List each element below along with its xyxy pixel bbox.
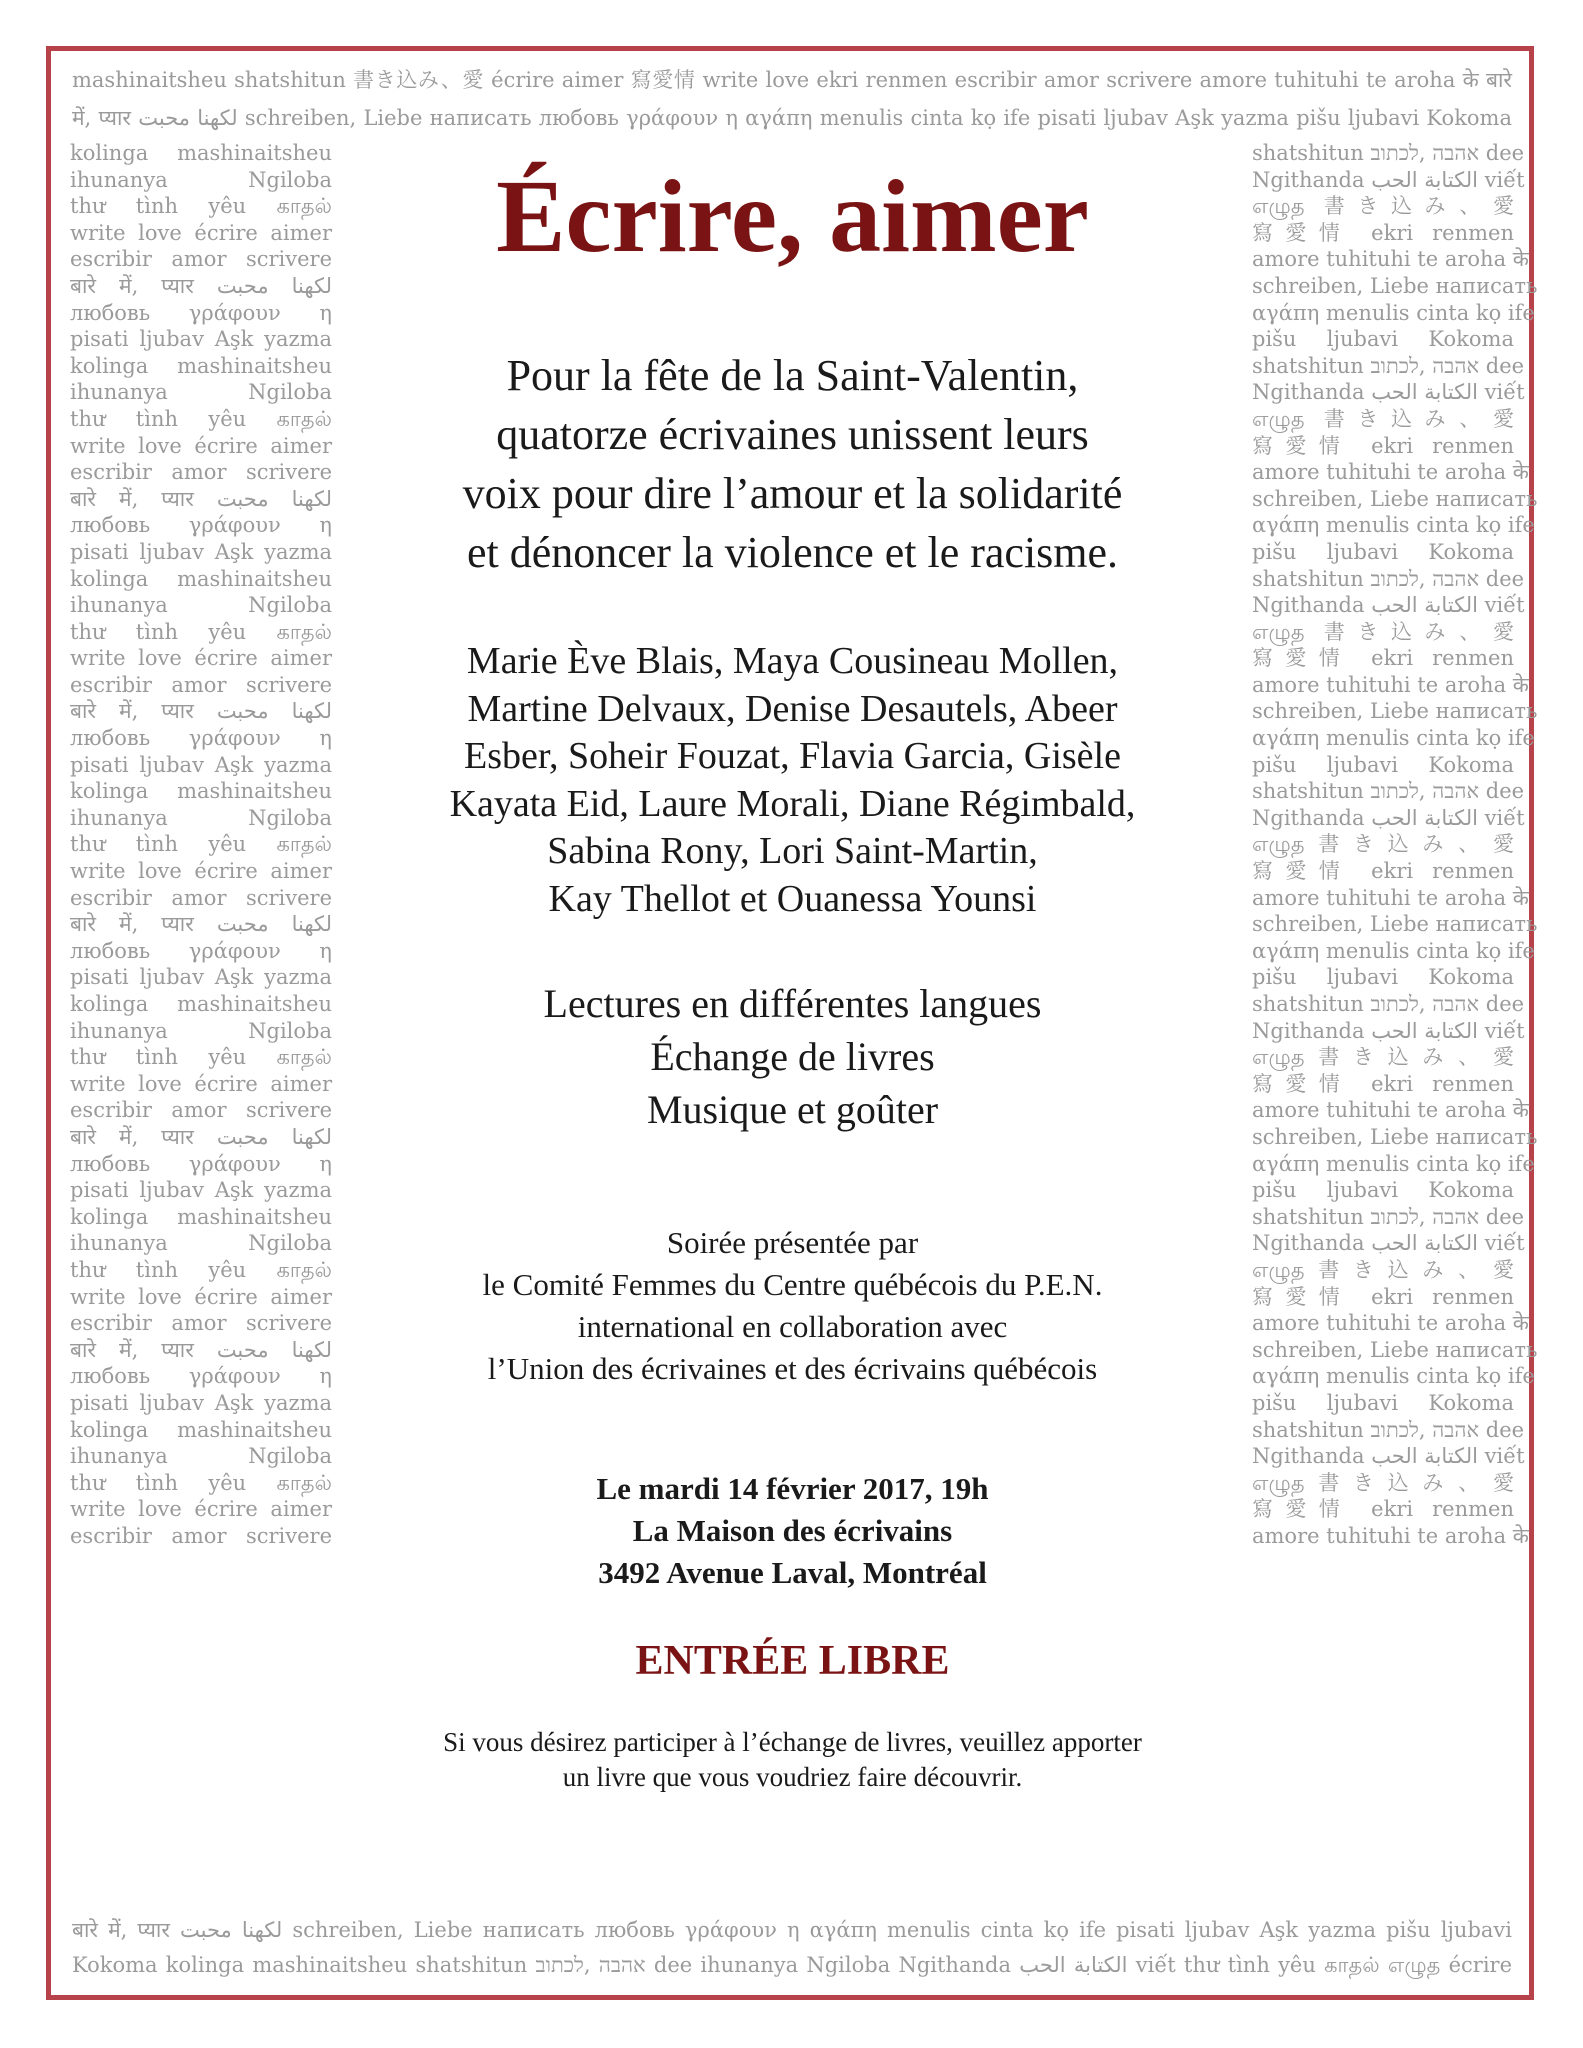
background-text-top-line-2: में, प्यार لكهنا محبت schreiben, Liebe написать любовь γράφουν η αγάπη menulis cinta kọ ife pisati ljubav Aşk yazma pišu ljubavi Kokoma bbox=[72, 106, 1512, 130]
presented-line: le Comité Femmes du Centre québécois du P.E.N. bbox=[482, 1267, 1103, 1303]
background-text-right-line: amore tuhituhi te aroha के bbox=[1252, 1098, 1529, 1123]
background-text-left-line: ihunanya Ngiloba bbox=[70, 1231, 332, 1256]
background-text-left-line: बारे में, प्यार لكهنا محبت bbox=[70, 912, 332, 937]
background-text-left-line: write love écrire aimer bbox=[70, 1284, 332, 1309]
background-text-left-line: write love écrire aimer bbox=[70, 220, 332, 245]
event-details bbox=[370, 1468, 1215, 1594]
background-text-right-line: amore tuhituhi te aroha के bbox=[1252, 672, 1529, 697]
background-text-right-line: Ngithanda الكتابة الحب viết bbox=[1252, 1444, 1525, 1469]
background-text-right-line: 寫愛情 ekri renmen bbox=[1252, 1497, 1514, 1522]
background-text-left-line: thư tình yêu காதல் bbox=[70, 406, 332, 431]
intro-line: voix pour dire l’amour et la solidarité bbox=[462, 469, 1123, 519]
background-text-left-line: ihunanya Ngiloba bbox=[70, 593, 332, 618]
activity-item: Lectures en différentes langues bbox=[543, 981, 1042, 1027]
background-text-right-line: pišu ljubavi Kokoma bbox=[1252, 752, 1514, 777]
authors-list bbox=[370, 638, 1215, 923]
book-exchange-note bbox=[370, 1725, 1215, 1795]
background-text-left-line: ihunanya Ngiloba bbox=[70, 805, 332, 830]
background-text-left-line: ihunanya Ngiloba bbox=[70, 1018, 332, 1043]
background-text-right-line: αγάπη menulis cinta kọ ife bbox=[1252, 513, 1535, 538]
background-text-right-line: αγάπη menulis cinta kọ ife bbox=[1252, 938, 1535, 963]
background-text-right-line: αγάπη menulis cinta kọ ife bbox=[1252, 300, 1535, 325]
background-text-left-line: thư tình yêu காதல் bbox=[70, 1045, 332, 1070]
background-text-top-line-1: mashinaitsheu shatshitun 書き込み、愛 écrire aimer 寫愛情 write love ekri renmen escribir amor scrivere amore tuhituhi te aroha के बारे bbox=[72, 68, 1512, 92]
background-text-right-line: 寫愛情 ekri renmen bbox=[1252, 433, 1514, 458]
background-text-left-line: thư tình yêu காதல் bbox=[70, 1257, 332, 1282]
background-text-right-line: எழுத書き込み、愛 bbox=[1252, 832, 1514, 857]
background-text-right-line: 寫愛情 ekri renmen bbox=[1252, 220, 1514, 245]
background-text-right-line: Ngithanda الكتابة الحب viết bbox=[1252, 593, 1525, 618]
authors-line: Kay Thellot et Ouanessa Younsi bbox=[548, 877, 1037, 920]
activity-item: Échange de livres bbox=[650, 1034, 935, 1080]
note-line: un livre que vous voudriez faire découvrir. bbox=[562, 1761, 1023, 1792]
background-text-right-line: எழுத 書き込み、愛 bbox=[1252, 619, 1514, 644]
background-text-left-line: बारे में, प्यार لكهنا محبت bbox=[70, 699, 332, 724]
background-text-right-line: αγάπη menulis cinta kọ ife bbox=[1252, 1151, 1535, 1176]
background-text-right-line: pišu ljubavi Kokoma bbox=[1252, 965, 1514, 990]
background-text-right-line: pišu ljubavi Kokoma bbox=[1252, 1390, 1514, 1415]
activities-list bbox=[370, 977, 1215, 1136]
intro-line: Pour la fête de la Saint-Valentin, bbox=[506, 351, 1079, 401]
background-text-right-line: shatshitun אהבה ,לכתוב dee bbox=[1252, 566, 1525, 591]
presented-line: international en collaboration avec bbox=[577, 1309, 1008, 1345]
background-text-left-line: pisati ljubav Aşk yazma bbox=[70, 965, 332, 990]
background-text-right-line: Ngithanda الكتابة الحب viết bbox=[1252, 1231, 1525, 1256]
background-text-left-line: escribir amor scrivere bbox=[70, 1523, 332, 1548]
background-text-left-line: любовь γράφουν η bbox=[70, 1364, 332, 1389]
background-text-right-line: schreiben, Liebe написать bbox=[1252, 1124, 1538, 1149]
background-text-right-line: shatshitun אהבה ,לכתוב dee bbox=[1252, 992, 1525, 1016]
authors-line: Esber, Soheir Fouzat, Flavia Garcia, Gisèle bbox=[464, 735, 1121, 778]
background-text-right-line: Ngithanda الكتابة الحب viết bbox=[1252, 167, 1525, 192]
background-text-right-line: 寫愛情 ekri renmen bbox=[1252, 646, 1514, 671]
background-text-left-line: escribir amor scrivere bbox=[70, 885, 332, 910]
entry-free-label: ENTRÉE LIBRE bbox=[635, 1638, 950, 1685]
background-text-right-line: 寫愛情 ekri renmen bbox=[1252, 859, 1514, 884]
background-text-right-line: schreiben, Liebe написать bbox=[1252, 699, 1538, 724]
background-text-right-line: shatshitun אהבה ,לכתוב dee bbox=[1252, 1204, 1525, 1229]
background-text-right-line: எழுத 書き込み、愛 bbox=[1252, 194, 1514, 219]
authors-line: Marie Ève Blais, Maya Cousineau Mollen, bbox=[466, 640, 1119, 683]
authors-line: Kayata Eid, Laure Morali, Diane Régimbald, bbox=[449, 782, 1136, 825]
background-text-left-line: любовь γράφουν η bbox=[70, 938, 332, 963]
background-text-left-line: बारे में, प्यार لكهنا محبت bbox=[70, 486, 332, 511]
background-text-right-line: Ngithanda الكتابة الحب viết bbox=[1252, 1018, 1525, 1043]
background-text-right-line: schreiben, Liebe написать bbox=[1252, 486, 1538, 511]
background-text-left-line: pisati ljubav Aşk yazma bbox=[70, 1390, 332, 1415]
background-text-right-line: எழுத書き込み、愛 bbox=[1252, 1045, 1514, 1070]
background-text-left-line: kolinga mashinaitsheu bbox=[70, 779, 332, 804]
background-text-left-line: escribir amor scrivere bbox=[70, 1098, 332, 1123]
background-text-left-line: pisati ljubav Aşk yazma bbox=[70, 539, 332, 564]
background-text-left-line: write love écrire aimer bbox=[70, 433, 332, 458]
background-text-bottom-line-2: Kokoma kolinga mashinaitsheu shatshitun אהבה ,לכתוב dee ihunanya Ngiloba Ngithanda الكتابة الحب viết thư tình yêu காதல் எழுத écrire bbox=[72, 1953, 1513, 1977]
background-text-left-line: любовь γράφουν η bbox=[70, 726, 332, 751]
background-text-right-line: எழுத書き込み、愛 bbox=[1252, 1257, 1514, 1282]
authors-line: Sabina Rony, Lori Saint-Martin, bbox=[547, 830, 1038, 873]
background-text-left-column bbox=[70, 143, 332, 1552]
presented-line: Soirée présentée par bbox=[666, 1225, 919, 1261]
background-text-right-line: pišu ljubavi Kokoma bbox=[1252, 1178, 1514, 1203]
background-text-left-line: pisati ljubav Aşk yazma bbox=[70, 1178, 332, 1203]
background-text-left-line: kolinga mashinaitsheu bbox=[70, 141, 332, 165]
intro-line: et dénoncer la violence et le racisme. bbox=[466, 528, 1119, 578]
background-text-left-line: любовь γράφουν η bbox=[70, 300, 332, 325]
background-text-left-line: pisati ljubav Aşk yazma bbox=[70, 327, 332, 352]
background-text-right-line: amore tuhituhi te aroha के bbox=[1252, 885, 1529, 910]
presented-by bbox=[370, 1222, 1215, 1390]
background-text-left-line: escribir amor scrivere bbox=[70, 247, 332, 272]
background-text-left-line: thư tình yêu காதல் bbox=[70, 1470, 332, 1495]
poster-title: Écrire, aimer bbox=[496, 159, 1089, 274]
authors-line: Martine Delvaux, Denise Desautels, Abeer bbox=[467, 687, 1118, 730]
background-text-right-line: Ngithanda الكتابة الحب viết bbox=[1252, 380, 1525, 405]
background-text-right-line: amore tuhituhi te aroha के bbox=[1252, 460, 1529, 485]
background-text-left-line: escribir amor scrivere bbox=[70, 1311, 332, 1336]
background-text-left-line: write love écrire aimer bbox=[70, 1497, 332, 1522]
background-text-left-line: ihunanya Ngiloba bbox=[70, 380, 332, 405]
background-text-right-line: schreiben, Liebe написать bbox=[1252, 912, 1538, 937]
presented-line: l’Union des écrivaines et des écrivains québécois bbox=[487, 1351, 1098, 1387]
background-text-right-column bbox=[1252, 141, 1538, 1552]
event-date: Le mardi 14 février 2017, 19h bbox=[596, 1471, 989, 1507]
background-text-left-line: любовь γράφουν η bbox=[70, 513, 332, 538]
poster-content bbox=[370, 160, 1215, 1795]
background-text-left-line: बारे में, प्यार لكهنا محبت bbox=[70, 1337, 332, 1362]
background-text-left-line: kolinga mashinaitsheu bbox=[70, 566, 332, 591]
background-text-left-line: ihunanya Ngiloba bbox=[70, 167, 332, 192]
background-text-left-line: thư tình yêu காதல் bbox=[70, 832, 332, 857]
background-text-left-line: kolinga mashinaitsheu bbox=[70, 1417, 332, 1442]
background-text-left-line: pisati ljubav Aşk yazma bbox=[70, 752, 332, 777]
background-text-left-line: write love écrire aimer bbox=[70, 859, 332, 884]
background-text-left-line: ihunanya Ngiloba bbox=[70, 1444, 332, 1469]
background-text-left-line: बारे में, प्यार لكهنا محبت bbox=[70, 1124, 332, 1149]
background-text-right-line: Ngithanda الكتابة الحب viết bbox=[1252, 805, 1525, 830]
background-text-right-line: shatshitun אהבה ,לכתוב dee bbox=[1252, 779, 1525, 804]
background-text-right-line: αγάπη menulis cinta kọ ife bbox=[1252, 726, 1535, 751]
intro-text bbox=[370, 346, 1215, 582]
background-text-right-line: schreiben, Liebe написать bbox=[1252, 273, 1538, 298]
background-text-right-line: 寫愛情 ekri renmen bbox=[1252, 1071, 1514, 1096]
background-text-left-line: escribir amor scrivere bbox=[70, 460, 332, 485]
background-text-right-line: shatshitun אהבה ,לכתוב dee bbox=[1252, 141, 1525, 165]
background-text-left-line: kolinga mashinaitsheu bbox=[70, 992, 332, 1016]
event-venue: La Maison des écrivains bbox=[632, 1513, 953, 1549]
background-text-right-line: amore tuhituhi te aroha के bbox=[1252, 247, 1529, 272]
background-text-bottom-line-1: बारे में, प्यार لكهنا محبت schreiben, Liebe написать любовь γράφουν η αγάπη menulis cinta kọ ife pisati ljubav Aşk yazma pišu ljubavi bbox=[72, 1918, 1512, 1942]
background-text-right-line: எழுத 書き込み、愛 bbox=[1252, 406, 1514, 431]
background-text-right-line: 寫愛情 ekri renmen bbox=[1252, 1284, 1514, 1309]
background-text-right-line: pišu ljubavi Kokoma bbox=[1252, 539, 1514, 564]
background-text-right-line: schreiben, Liebe написать bbox=[1252, 1337, 1538, 1362]
background-text-left-line: thư tình yêu காதல் bbox=[70, 619, 332, 644]
background-text-left-line: любовь γράφουν η bbox=[70, 1151, 332, 1176]
background-text-right-line: αγάπη menulis cinta kọ ife bbox=[1252, 1364, 1535, 1389]
background-text-right-line: amore tuhituhi te aroha के bbox=[1252, 1311, 1529, 1336]
background-text-right-line: pišu ljubavi Kokoma bbox=[1252, 327, 1514, 352]
event-address: 3492 Avenue Laval, Montréal bbox=[598, 1555, 987, 1591]
background-text-left-line: escribir amor scrivere bbox=[70, 672, 332, 697]
background-text-left-line: kolinga mashinaitsheu bbox=[70, 1204, 332, 1229]
background-text-left-line: write love écrire aimer bbox=[70, 1071, 332, 1096]
background-text-right-line: amore tuhituhi te aroha के bbox=[1252, 1523, 1529, 1548]
background-text-left-line: write love écrire aimer bbox=[70, 646, 332, 671]
background-text-right-line: shatshitun אהבה ,לכתוב dee bbox=[1252, 1417, 1525, 1442]
background-text-left-line: kolinga mashinaitsheu bbox=[70, 353, 332, 378]
background-text-right-line: shatshitun אהבה ,לכתוב dee bbox=[1252, 353, 1525, 378]
background-text-left-line: बारे में, प्यार لكهنا محبت bbox=[70, 273, 332, 298]
intro-line: quatorze écrivaines unissent leurs bbox=[496, 410, 1089, 460]
activity-item: Musique et goûter bbox=[646, 1087, 939, 1133]
note-line: Si vous désirez participer à l’échange de livres, veuillez apporter bbox=[443, 1726, 1142, 1757]
background-text-right-line: எழுத書き込み、愛 bbox=[1252, 1470, 1514, 1495]
background-text-left-line: thư tình yêu காதல் bbox=[70, 194, 332, 219]
